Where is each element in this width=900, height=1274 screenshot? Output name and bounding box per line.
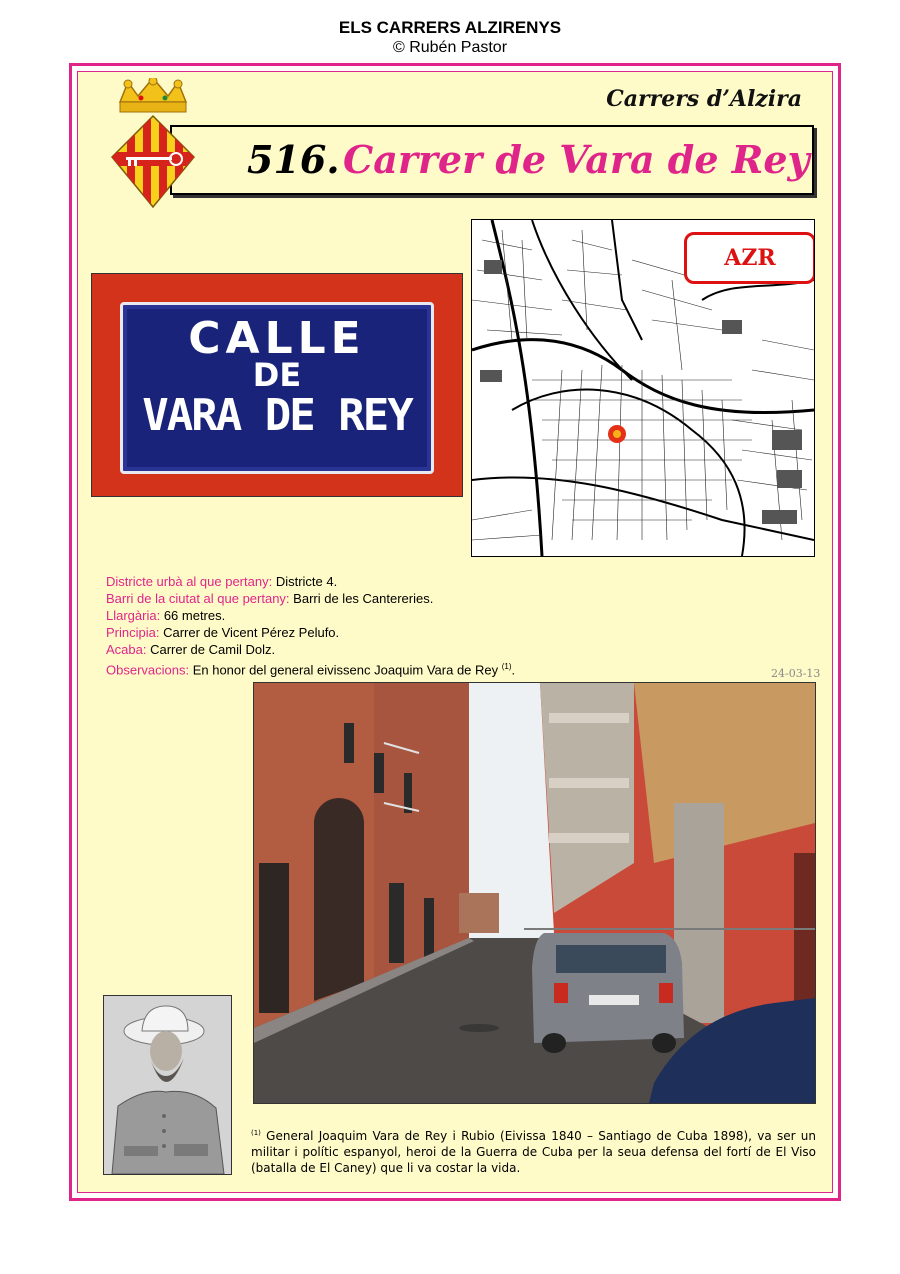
- footnote-text: General Joaquim Vara de Rey i Rubio (Eivissa 1840 – Santiago de Cuba 1898), va ser un militar i polític espanyol, heroi de la Guerra de Cuba per la seua defensa del fortí de El Viso (batalla de El Caney) que li va costar la vida.: [251, 1129, 816, 1175]
- map-area-label: AZR: [684, 232, 815, 284]
- info-district: [106, 573, 515, 590]
- street-info: [106, 573, 515, 678]
- info-end: [106, 641, 515, 658]
- info-value: Carrer de Camil Dolz.: [146, 642, 276, 657]
- footnote: [251, 1125, 816, 1176]
- revision-date: 24-03-13: [771, 667, 821, 680]
- street-title-box: [170, 125, 814, 195]
- page-frame: [69, 63, 841, 1201]
- info-key: Districte urbà al que pertany:: [106, 574, 273, 589]
- street-name: Carrer de Vara de Rey: [343, 137, 810, 182]
- street-number: 516.: [247, 137, 340, 182]
- document-title: ELS CARRERS ALZIRENYS: [338, 18, 562, 37]
- info-value: 66 metres.: [160, 608, 226, 623]
- page-inner: [77, 71, 833, 1193]
- sign-line-3: VARA DE REY: [142, 390, 412, 441]
- footnote-reference: (1): [501, 662, 512, 671]
- sign-line-2: DE: [252, 356, 302, 394]
- info-value: Barri de les Cantereries.: [289, 591, 434, 606]
- info-neighbourhood: [106, 590, 515, 607]
- info-start: [106, 624, 515, 641]
- info-key: Principia:: [106, 625, 160, 640]
- street-photo: [253, 682, 816, 1104]
- info-key: Llargària:: [106, 608, 161, 623]
- info-value: Districte 4.: [272, 574, 338, 589]
- info-value: En honor del general eivissenc Joaquim Vara de Rey: [189, 662, 502, 678]
- info-key: Observacions:: [106, 662, 190, 678]
- info-value: Carrer de Vicent Pérez Pelufo.: [159, 625, 340, 640]
- portrait-photo: [103, 995, 232, 1175]
- info-key: Acaba:: [106, 642, 147, 657]
- coat-of-arms-icon: [106, 78, 200, 208]
- info-key: Barri de la ciutat al que pertany:: [106, 591, 290, 606]
- street-sign-plate: [120, 302, 434, 474]
- street-view-drawing: [254, 683, 815, 1103]
- footnote-marker: (1): [251, 1129, 261, 1137]
- info-observations: [106, 658, 515, 678]
- street-sign-photo: [91, 273, 463, 497]
- info-tail: .: [511, 662, 516, 678]
- info-length: [106, 607, 515, 624]
- copyright-line: © Rubén Pastor: [392, 39, 508, 56]
- location-map: [471, 219, 815, 557]
- series-title: Carrers d’Alzira: [606, 86, 802, 112]
- general-portrait-drawing: [104, 996, 231, 1174]
- sign-line-1: CALLE: [188, 313, 366, 364]
